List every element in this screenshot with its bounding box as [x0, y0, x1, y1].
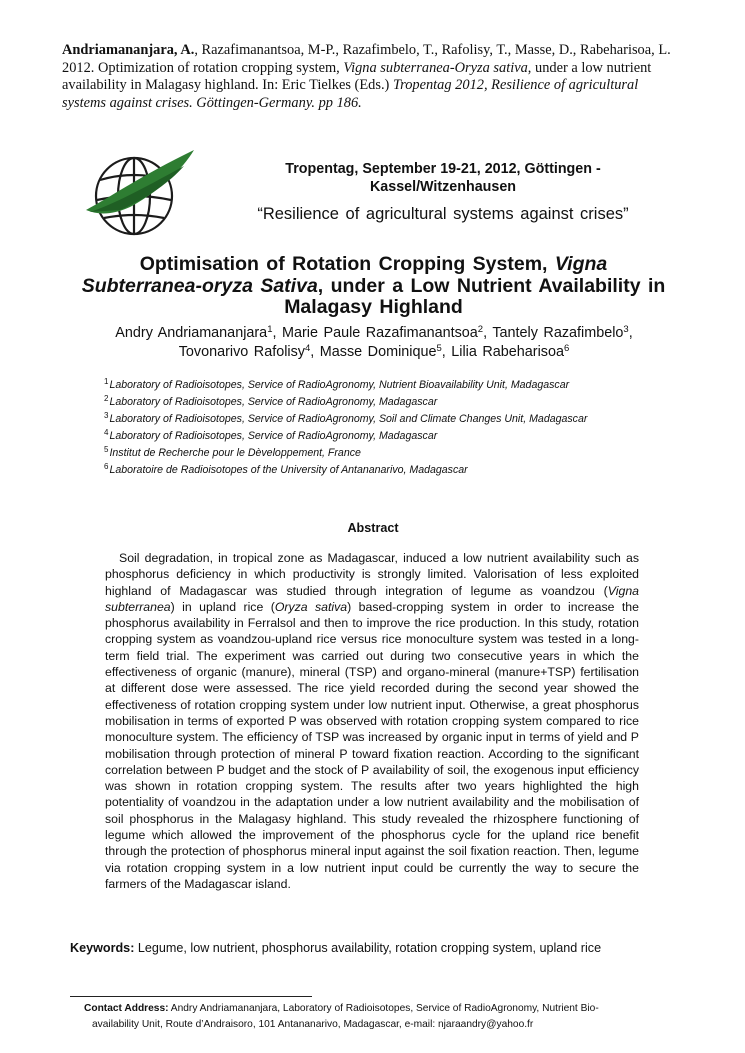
- citation-authors: , Razafimanantsoa, M-P., Razafimbelo, T., Rafolisy, T., Masse, D., Rabeharisoa, L. 2012. Optimization of rotation cropping system,: [62, 42, 671, 76]
- citation-species: Vigna subterranea-Oryza sativa: [343, 59, 528, 76]
- affiliation-text: Laboratory of Radioisotopes, Service of RadioAgronomy, Soil and Climate Changes Unit, Madagascar: [109, 413, 588, 425]
- author-name: Tovonarivo Rafolisy: [178, 343, 305, 360]
- abstract-body: Soil degradation, in tropical zone as Madagascar, induced a low nutrient availability such as phosphorus deficiency in which productivity is strongly limited. Valorisation of less exploited highland of Madagascar was studied through integration of legume as voandzou (Vigna subterranea) in upland rice (Oryza sativa) based-cropping system in order to increase the phosphorus availability in Ferralsol and then to improve the rice production. In this study, rotation cropping system as voandzou-upland rice versus rice monoculture system was tested in a long-term field trial. The experiment was carried out during two consecutive years in which the effectiveness of organic (manure), mineral (TSP) and organo-mineral (manure+TSP) fertilisation at different dose were assessed. The rice yield recorded during the second year showed the effectiveness of rotation cropping system under low nutrient input. Otherwise, a great phosphorus mobilisation in terms of exported P was observed with rotation cropping system compared to rice monoculture system. The efficiency of TSP was increased by organic input in terms of yield and P mobilisation through protection of mineral P toward fixation reaction. According to the significant correlation between P budget and the stock of P availability of soil, the exogenous input efficiency was shown in rotation cropping system. The results after two years highlighted the high potentiality of voandzou in the adaptation under a low nutrient availability and the mobilisation of soil phosphorus in the Malagasy highland. This study revealed the rhizosphere functioning of legume which allowed the improvement of the phosphorus cycle for the upland rice benefit through the protection of phosphorus mineral input against the soil fixation reaction. Then, legume via rotation cropping system in a low nutrient input could be currently the way to secure the farmers of the Madagascar island.: [105, 551, 639, 891]
- author-name: Masse Dominique: [319, 343, 437, 360]
- affiliation-item: [104, 428, 664, 445]
- conference-line-2: Kassel/Witzenhausen: [369, 179, 517, 195]
- keywords-text: Legume, low nutrient, phosphorus availability, rotation cropping system, upland rice: [134, 941, 602, 955]
- author-affil-number: 4: [305, 342, 311, 354]
- conference-line-1: Tropentag, September 19-21, 2012, Göttingen -: [285, 161, 601, 177]
- author: Tovonarivo Rafolisy$^4$,: [178, 342, 320, 360]
- affiliation-list: [104, 377, 664, 479]
- affiliation-number: 3: [104, 411, 109, 420]
- title-part-2: , under a Low Nutrient Availability in Malagasy Highland: [284, 274, 666, 318]
- tropentag-globe-logo-icon: [84, 140, 196, 252]
- citation-source: Tropentag 2012, Resilience of agricultural systems against crises. Göttingen-Germany. pp 186.: [62, 77, 639, 111]
- affiliation-text: Laboratory of Radioisotopes, Service of RadioAgronomy, Madagascar: [109, 396, 438, 408]
- contact-address: [84, 1001, 674, 1033]
- affiliation-text: Laboratoire de Radioisotopes of the University of Antananarivo, Madagascar: [109, 464, 468, 476]
- contact-line-2: availability Unit, Route d’Andraisoro, 101 Antananarivo, Madagascar, e-mail: njaraandry@yahoo.fr: [92, 1019, 534, 1030]
- affiliation-item: [104, 445, 664, 462]
- author-affil-number: 2: [477, 324, 484, 335]
- citation-middle: , under a low nutrient availability in Malagasy highland. In: Eric Tielkes (Eds.): [62, 59, 652, 93]
- citation-lead-author: Andriamananjara, A.: [62, 42, 195, 58]
- author-affil-number: 1: [267, 324, 273, 335]
- abstract-species-2: Oryza sativa: [274, 599, 348, 614]
- author: Andry Andriamananjara$^1$,: [115, 324, 282, 341]
- affiliation-text: Institut de Recherche pour le Dèveloppement, France: [109, 447, 361, 459]
- author: Masse Dominique$^5$,: [319, 342, 452, 360]
- author-affil-number: 3: [623, 324, 629, 335]
- affiliation-number: 5: [104, 445, 109, 454]
- title-species: Vigna Subterranea-oryza Sativa: [81, 253, 608, 297]
- affiliation-item: [104, 394, 664, 411]
- author-name: Marie Paule Razafimanantsoa: [282, 325, 478, 341]
- abstract-heading: Abstract: [347, 521, 399, 535]
- author: [451, 344, 569, 360]
- affiliation-item: [104, 411, 664, 428]
- affiliation-text: Laboratory of Radioisotopes, Service of RadioAgronomy, Madagascar: [109, 430, 438, 442]
- paper-title: [80, 254, 667, 319]
- author: Tantely Razafimbelo$^3$,: [492, 324, 633, 341]
- contact-line-1: Contact Address: Andry Andriamananjara, Laboratory of Radioisotopes, Service of RadioAgronomy, Nutrient Bio-: [84, 1003, 599, 1014]
- affiliation-number: 2: [104, 394, 109, 403]
- author-name: Andry Andriamananjara: [115, 325, 268, 341]
- author-affil-number: 6: [563, 342, 570, 354]
- affiliation-number: 4: [104, 428, 109, 437]
- citation-block: [62, 42, 682, 112]
- author-list: [78, 324, 670, 361]
- keywords-line: [70, 941, 680, 955]
- title-part-1: Optimisation of Rotation Cropping System,: [139, 253, 555, 275]
- author-affil-number: 5: [436, 342, 442, 354]
- abstract-species-1: Vigna subterranea: [105, 583, 639, 614]
- author: Marie Paule Razafimanantsoa$^2$,: [282, 324, 493, 341]
- affiliation-item: [104, 377, 664, 394]
- affiliation-number: 6: [104, 462, 109, 471]
- affiliation-number: 1: [104, 377, 109, 386]
- contact-label: Contact Address:: [84, 1003, 169, 1014]
- author-name: Lilia Rabeharisoa: [451, 343, 564, 360]
- conference-header: [238, 160, 648, 196]
- affiliation-text: Laboratory of Radioisotopes, Service of RadioAgronomy, Nutrient Bioavailability Unit, Madagascar: [109, 379, 570, 391]
- conference-theme: “Resilience of agricultural systems against crises”: [257, 205, 629, 223]
- footnote-divider: [70, 996, 312, 997]
- author-name: Tantely Razafimbelo: [492, 325, 624, 341]
- keywords-label: Keywords:: [70, 941, 135, 955]
- affiliation-item: [104, 462, 664, 479]
